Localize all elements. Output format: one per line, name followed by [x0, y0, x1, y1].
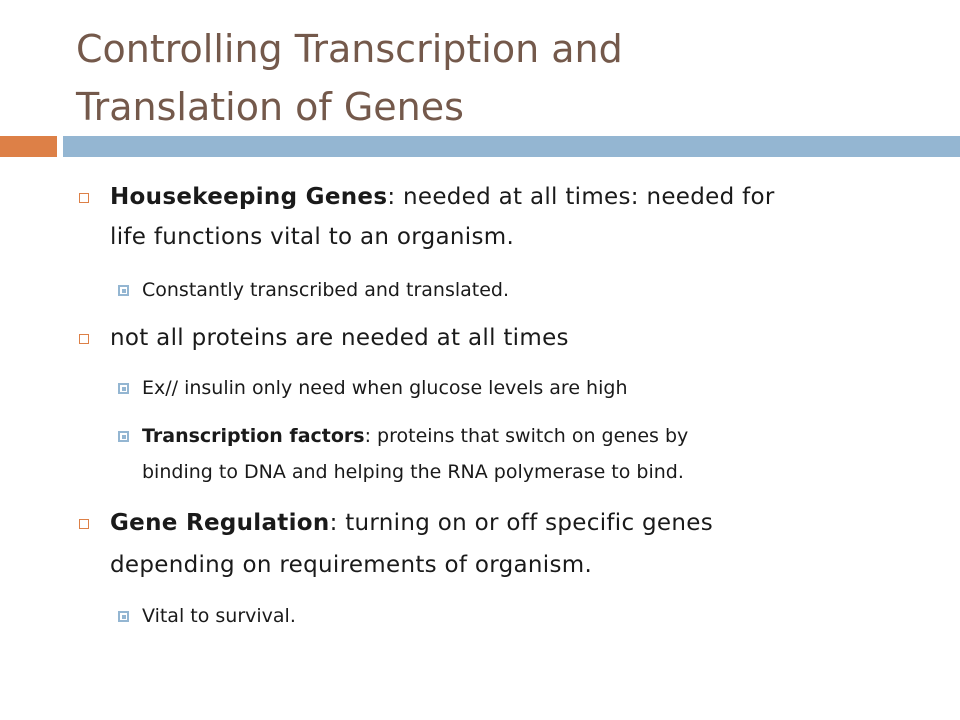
slide-title-line-2: Translation of Genes [76, 85, 464, 129]
bullet-2-sub-2-term: Transcription factors [142, 425, 365, 447]
nested-square-icon [118, 431, 129, 442]
hollow-square-icon [79, 334, 89, 344]
bullet-1-text: : needed at all times: needed for [387, 184, 775, 210]
bullet-2-line-1: not all proteins are needed at all times [110, 325, 569, 351]
bullet-1-term: Housekeeping Genes [110, 184, 388, 210]
bullet-3-sub-1: Vital to survival. [142, 605, 296, 627]
nested-square-icon [118, 285, 129, 296]
nested-square-icon [118, 611, 129, 622]
bullet-3-line-2: depending on requirements of organism. [110, 552, 593, 578]
nested-square-icon [118, 383, 129, 394]
bullet-2-sub-2-line-1 [142, 420, 688, 452]
bullet-3-line-1 [110, 504, 713, 542]
slide-title-line-1: Controlling Transcription and [76, 27, 623, 71]
bullet-2-sub-2-line-2: binding to DNA and helping the RNA polymerase to bind. [142, 461, 684, 483]
bullet-2-sub-1: Ex// insulin only need when glucose levels are high [142, 377, 628, 399]
bullet-1-line-2: life functions vital to an organism. [110, 224, 515, 250]
hollow-square-icon [79, 193, 89, 203]
bullet-2-sub-2-text: : proteins that switch on genes by [364, 425, 689, 447]
bullet-3-text: : turning on or off specific genes [329, 510, 713, 536]
bullet-1-line-1 [110, 178, 775, 216]
hollow-square-icon [79, 519, 89, 529]
bullet-1-sub-1: Constantly transcribed and translated. [142, 279, 510, 301]
bullet-3-term: Gene Regulation [110, 510, 330, 536]
